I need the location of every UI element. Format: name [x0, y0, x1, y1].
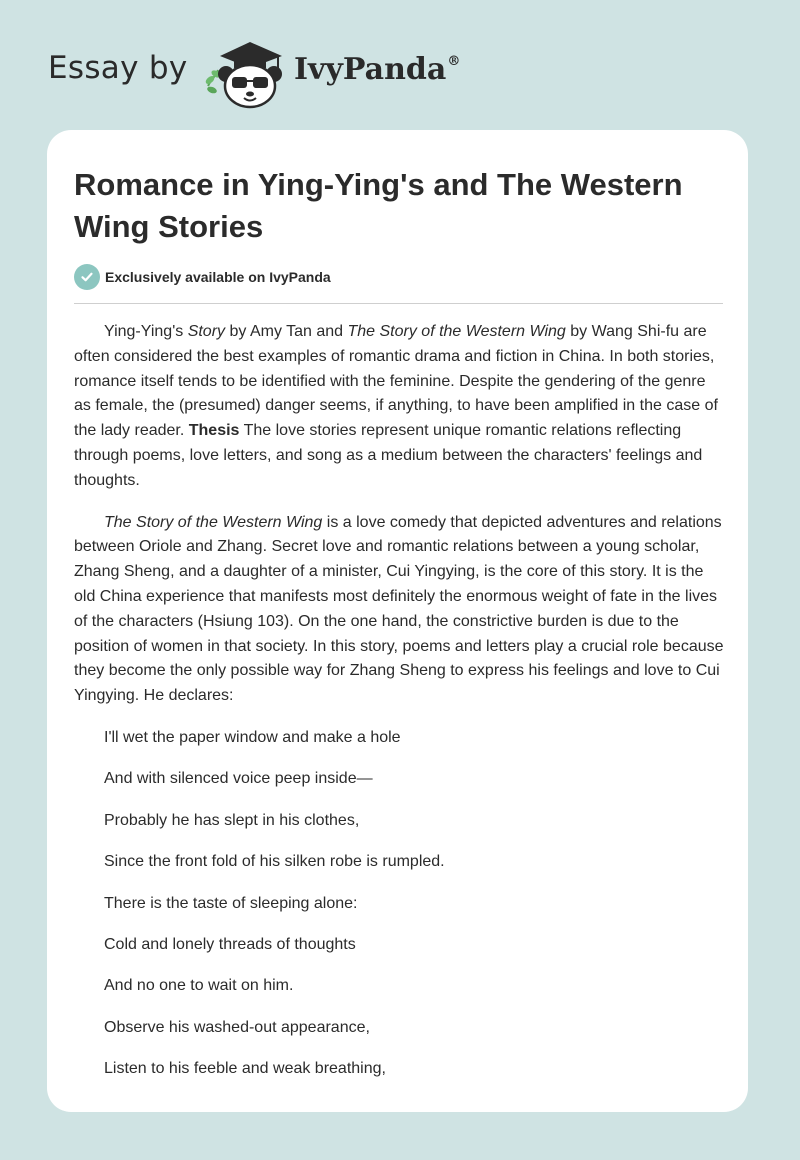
verse-line: And no one to wait on him. — [104, 977, 294, 995]
text-run: The love stories represent unique romantic relations reflecting through poems, love letters, and song as a medium between the characters' feelings and thoughts. — [74, 422, 703, 489]
verse-line: I'll wet the paper window and make a hole — [104, 728, 401, 746]
site-header — [0, 0, 800, 130]
brand-name-text: IvyPanda — [294, 52, 447, 87]
verse-line: Since the front fold of his silken robe is rumpled. — [104, 853, 445, 871]
verse-line: There is the taste of sleeping alone: — [104, 894, 358, 912]
essay-body — [74, 320, 726, 1098]
verse-line: Listen to his feeble and weak breathing, — [104, 1060, 386, 1078]
essay-title: Romance in Ying-Ying's and The Western Wing Stories — [74, 167, 683, 244]
verse-line: Cold and lonely threads of thoughts — [104, 935, 356, 953]
text-run-italic: The Story of the Western Wing — [104, 513, 323, 531]
panda-logo-icon[interactable] — [200, 34, 290, 110]
verse-line: Probably he has slept in his clothes, — [104, 811, 360, 829]
divider — [74, 303, 723, 304]
registered-mark: ® — [447, 54, 461, 69]
text-run-italic: Story — [187, 323, 226, 340]
text-run: by Amy Tan and — [225, 323, 348, 340]
text-run: Ying-Ying's — [104, 323, 188, 340]
paragraph-intro — [74, 320, 726, 494]
verse-line: Observe his washed-out appearance, — [104, 1018, 370, 1036]
badge-label: Exclusively available on IvyPanda — [105, 269, 331, 285]
verse-line: And with silenced voice peep inside— — [104, 770, 373, 788]
text-run: is a love comedy that depicted adventures and relations between Oriole and Zhang. Secret love and romantic relations between a young scholar, Zhang Sheng, and a daughter of a minister, Cui Yingying, is the core of this story. It is the old China experience that manifests most definitely the enormous weight of fate in the lives of the characters (Hsiung 103). On the one hand, the constrictive burden is due to the position of women in that society. In this story, poems and letters play a crucial role because they become the only possible way for Zhang Sheng to express his feelings and love to Cui Yingying. He declares: — [74, 513, 724, 705]
essay-card — [47, 130, 748, 1112]
check-icon — [74, 264, 100, 290]
text-run-italic: The Story of the Western Wing — [347, 323, 566, 340]
text-run: by Wang Shi-fu are often considered the best examples of romantic drama and fiction in China. In both stories, romance itself tends to be identified with the feminine. Despite the gendering of the genre as female, the (presumed) danger seems, if anything, to have been amplified in the case of the lady reader. — [74, 323, 718, 440]
thesis-label: Thesis — [188, 422, 240, 440]
exclusive-badge — [74, 264, 331, 290]
paragraph-western-wing — [74, 511, 726, 709]
brand-name[interactable] — [294, 52, 460, 87]
brand-prefix: Essay by — [48, 50, 188, 86]
